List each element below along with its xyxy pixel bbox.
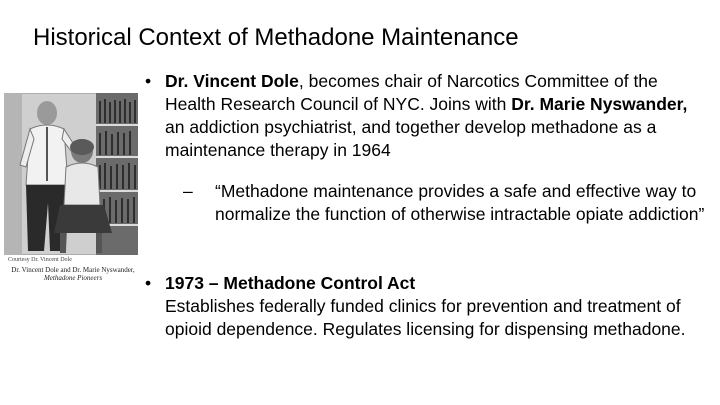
sub-bullet-quote [183,180,705,226]
slide-content [145,70,705,341]
bullet-text-part1: , becomes chair of Narcotics Committee of the Health Research Council of NYC. Joins with [165,71,658,114]
control-act-text: Establishes federally funded clinics for prevention and treatment of opioid dependence. Regulates licensing for dispensing methadone. [165,296,686,339]
photo-caption-subtitle: Methadone Pioneers [43,274,103,282]
slide-title: Historical Context of Methadone Maintenance [33,24,519,51]
control-act-heading: 1973 – Methadone Control Act [165,273,416,293]
name-marie-nyswander: Dr. Marie Nyswander, [511,94,688,114]
name-vincent-dole: Dr. Vincent Dole [165,71,299,91]
bullet-marker: • [145,273,152,293]
bullet-text-part2: an addiction psychiatrist, and together develop methadone as a maintenance therapy in 1964 [165,117,657,160]
photo-credit: Courtesy Dr. Vincent Dole [8,257,72,263]
bullet-marker: • [145,71,152,91]
photo-caption [8,256,138,282]
bullet-control-act [145,272,705,341]
photo-caption-names: Dr. Vincent Dole and Dr. Marie Nyswander, [11,266,135,274]
bullet-dole-nyswander [145,70,705,162]
sub-bullet-marker: – [183,180,193,201]
dole-nyswander-photo [4,93,138,255]
historical-photo [4,93,138,255]
methadone-quote: “Methadone maintenance provides a safe and effective way to normalize the function of otherwise intractable opiate addiction” [215,180,705,224]
